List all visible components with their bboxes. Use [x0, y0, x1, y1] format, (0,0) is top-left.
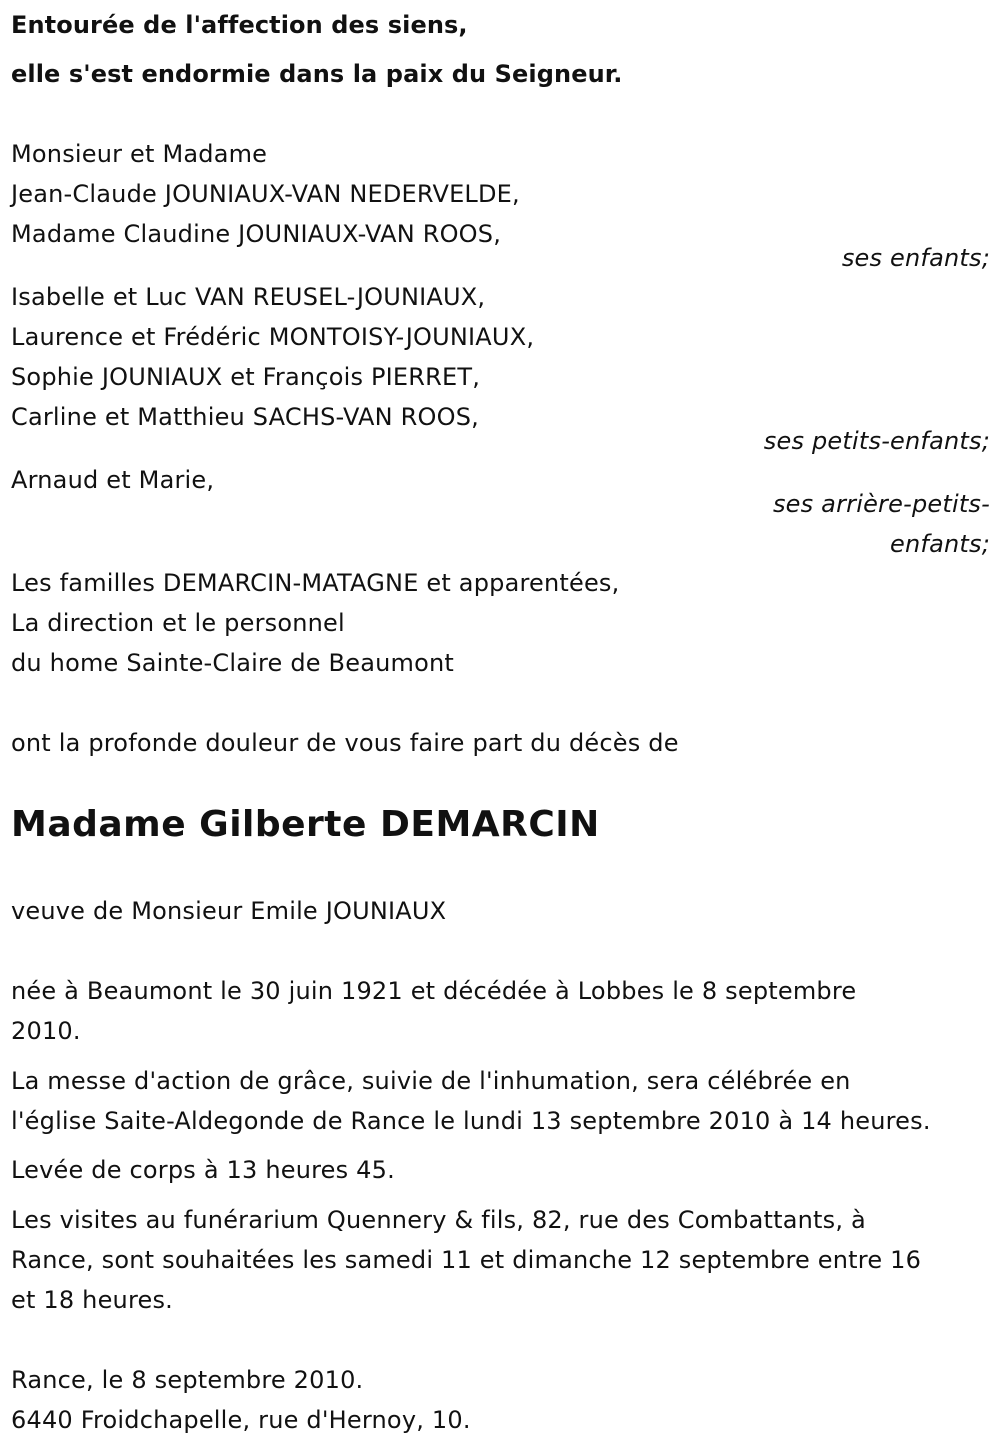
birth-death-line-1: née à Beaumont le 30 juin 1921 et décédée à Lobbes le 8 septembre — [11, 977, 857, 1005]
place-date: Rance, le 8 septembre 2010. — [11, 1366, 364, 1394]
deceased-name: Madame Gilberte DEMARCIN — [11, 804, 600, 845]
visits-line-3: et 18 heures. — [11, 1286, 173, 1314]
levee-line: Levée de corps à 13 heures 45. — [11, 1156, 395, 1184]
children-line-3: Madame Claudine JOUNIAUX-VAN ROOS, — [11, 220, 502, 248]
others-line-1: Les familles DEMARCIN-MATAGNE et apparentées, — [11, 569, 620, 597]
address: 6440 Froidchapelle, rue d'Hernoy, 10. — [11, 1406, 471, 1434]
others-line-3: du home Sainte-Claire de Beaumont — [11, 649, 454, 677]
mass-line-1: La messe d'action de grâce, suivie de l'inhumation, sera célébrée en — [11, 1067, 851, 1095]
widow-of: veuve de Monsieur Emile JOUNIAUX — [11, 897, 447, 925]
grandchildren-line-3: Sophie JOUNIAUX et François PIERRET, — [11, 363, 481, 391]
visits-line-1: Les visites au funérarium Quennery & fils, 82, rue des Combattants, à — [11, 1206, 866, 1234]
others-line-2: La direction et le personnel — [11, 609, 345, 637]
great-grandchildren-role-1: ses arrière-petits- — [772, 490, 990, 518]
announcement: ont la profonde douleur de vous faire part du décès de — [11, 729, 679, 757]
great-grandchildren-line-1: Arnaud et Marie, — [11, 466, 215, 494]
visits-line-2: Rance, sont souhaitées les samedi 11 et dimanche 12 septembre entre 16 — [11, 1246, 922, 1274]
great-grandchildren-role-2: enfants; — [890, 530, 990, 558]
children-line-1: Monsieur et Madame — [11, 140, 268, 168]
grandchildren-line-4: Carline et Matthieu SACHS-VAN ROOS, — [11, 403, 479, 431]
mass-line-2: l'église Saite-Aldegonde de Rance le lundi 13 septembre 2010 à 14 heures. — [11, 1107, 931, 1135]
intro-line-1: Entourée de l'affection des siens, — [11, 11, 468, 39]
birth-death-line-2: 2010. — [11, 1017, 81, 1045]
intro-line-2: elle s'est endormie dans la paix du Seigneur. — [11, 60, 623, 88]
grandchildren-line-1: Isabelle et Luc VAN REUSEL-JOUNIAUX, — [11, 283, 486, 311]
grandchildren-role: ses petits-enfants; — [763, 427, 990, 455]
children-line-2: Jean-Claude JOUNIAUX-VAN NEDERVELDE, — [11, 180, 520, 208]
children-role: ses enfants; — [841, 244, 990, 272]
grandchildren-line-2: Laurence et Frédéric MONTOISY-JOUNIAUX, — [11, 323, 535, 351]
